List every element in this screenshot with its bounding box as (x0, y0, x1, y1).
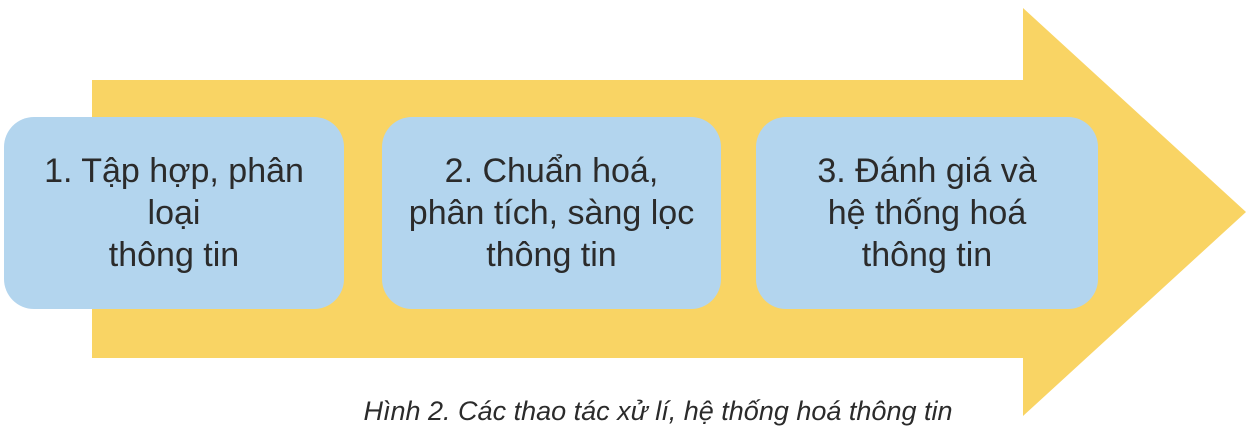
step-2-label: 2. Chuẩn hoá, phân tích, sàng lọc thông tin (408, 152, 695, 274)
step-2-box (382, 117, 721, 309)
step-1-box (4, 117, 344, 309)
step-3-label: 3. Đánh giá và hệ thống hoá thông tin (817, 152, 1037, 274)
step-1-label: 1. Tập hợp, phân loại thông tin (44, 152, 304, 274)
step-3-box (756, 117, 1098, 309)
figure-caption: Hình 2. Các thao tác xử lí, hệ thống hoá thông tin (363, 396, 953, 426)
